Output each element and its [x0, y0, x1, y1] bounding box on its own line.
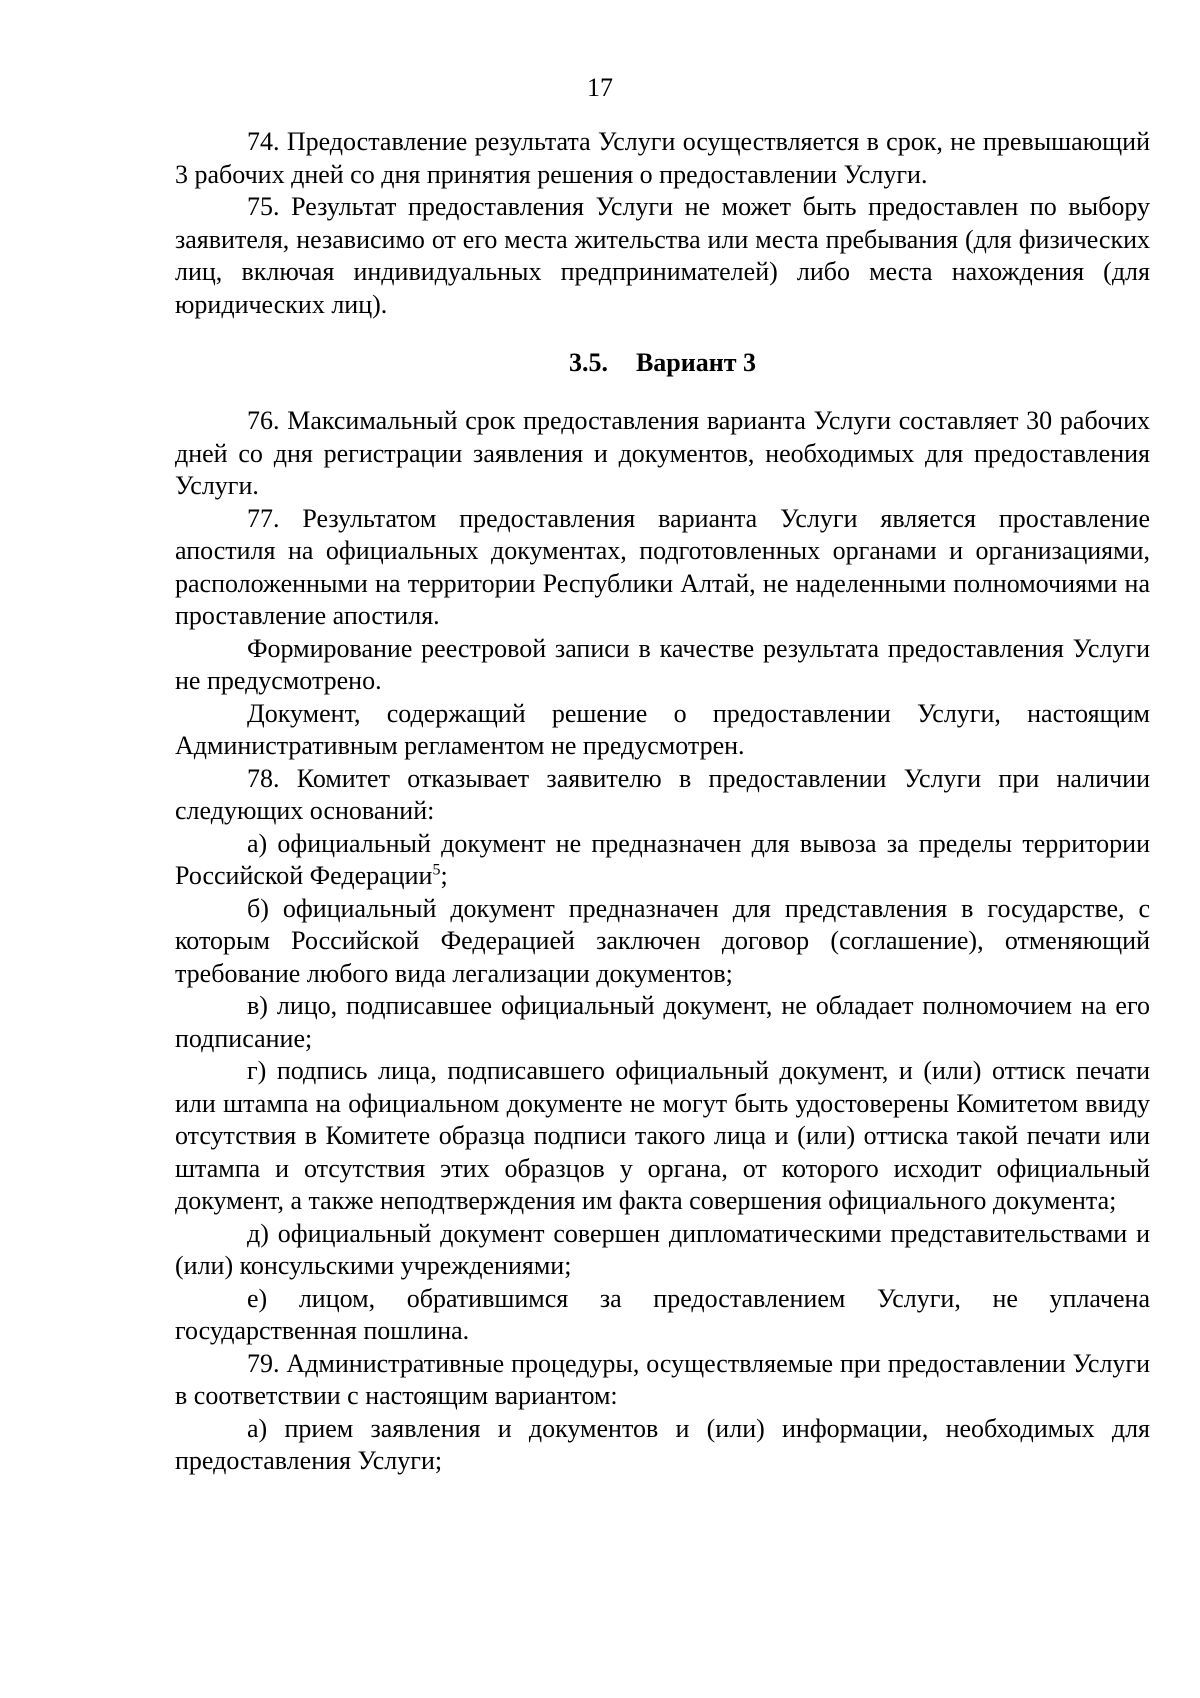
paragraph-77: 77. Результатом предоставления варианта Услуги является проставление апостиля на официальных документах, подготовленных органами и организациями, расположенными на территории Республики Алтай, не наделенными полномочиями на проставление апостиля.	[175, 503, 1150, 630]
list-item-78-d: д) официальный документ совершен дипломатическими представительствами и (или) консульскими учреждениями;	[175, 1218, 1150, 1280]
list-item-78-a-end: ;	[440, 861, 448, 890]
list-item-78-b: б) официальный документ предназначен для представления в государстве, с которым Российской Федерацией заключен договор (соглашение), отменяющий требование любого вида легализации документов;	[175, 893, 1150, 988]
list-item-78-v: в) лицо, подписавшее официальный документ, не обладает полномочием на его подписание;	[175, 991, 1150, 1053]
paragraph-75: 75. Результат предоставления Услуги не может быть предоставлен по выбору заявителя, независимо от его места жительства или места пребывания (для физических лиц, включая индивидуальных предпринимателей) либо места нахождения (для юридических лиц).	[175, 192, 1150, 319]
page-number: 17	[587, 73, 613, 102]
section-number: 3.5.	[568, 348, 608, 377]
paragraph-74: 74. Предоставление результата Услуги осуществляется в срок, не превышающий 3 рабочих дней со дня принятия решения о предоставлении Услуги.	[175, 127, 1150, 189]
list-item-78-g: г) подпись лица, подписавшего официальный документ, и (или) оттиск печати или штампа на официальном документе не могут быть удостоверены Комитетом ввиду отсутствия в Комитете образца подписи такого лица и (или) оттиска такой печати или штампа и отсутствия этих образцов у органа, от которого исходит официальный документ, а также неподтверждения им факта совершения официального документа;	[175, 1056, 1150, 1215]
paragraph-76: 76. Максимальный срок предоставления варианта Услуги составляет 30 рабочих дней со дня регистрации заявления и документов, необходимых для предоставления Услуги.	[175, 406, 1150, 500]
list-item-78-e: е) лицом, обратившимся за предоставлением Услуги, не уплачена государственная пошлина.	[175, 1283, 1150, 1345]
document-body	[175, 126, 1150, 1478]
list-item-78-a	[175, 828, 1150, 893]
paragraph-registry-record: Формирование реестровой записи в качестве результата предоставления Услуги не предусмотрено.	[175, 633, 1150, 695]
list-item-78-a-text: а) официальный документ не предназначен для вывоза за пределы территории Российской Федерации	[175, 828, 1150, 890]
footnote-reference: 5	[432, 861, 441, 879]
paragraph-79: 79. Административные процедуры, осуществляемые при предоставлении Услуги в соответствии с настоящим вариантом:	[175, 1348, 1150, 1410]
paragraph-78: 78. Комитет отказывает заявителю в предоставлении Услуги при наличии следующих оснований:	[175, 763, 1150, 825]
list-item-79-a: а) прием заявления и документов и (или) информации, необходимых для предоставления Услуги;	[175, 1413, 1150, 1475]
section-title: Вариант 3	[635, 348, 757, 377]
paragraph-decision-document: Документ, содержащий решение о предоставлении Услуги, настоящим Административным регламентом не предусмотрен.	[175, 698, 1150, 760]
section-heading	[175, 347, 1150, 379]
